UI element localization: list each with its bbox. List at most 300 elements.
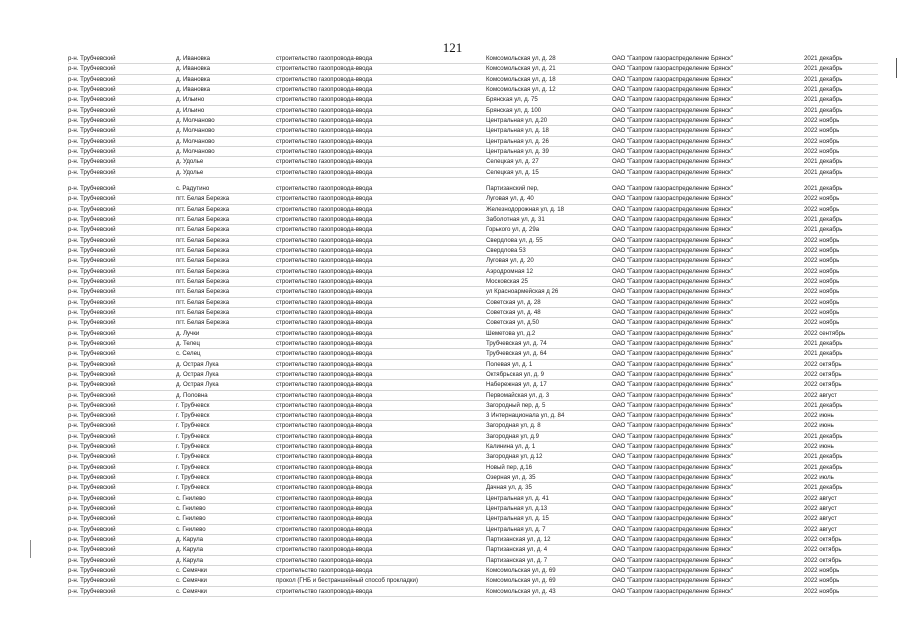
organization-cell: ОАО "Газпром газораспределение Брянск": [612, 556, 733, 564]
date-cell: 2022 ноябрь: [804, 267, 840, 275]
address-cell: Трубчевская ул, д. 64: [486, 350, 547, 358]
organization-cell: ОАО "Газпром газораспределение Брянск": [612, 127, 733, 135]
work-type-cell: строительство газопровода-ввода: [276, 65, 373, 73]
organization-cell: ОАО "Газпром газораспределение Брянск": [612, 257, 733, 265]
table-row: [68, 54, 843, 64]
district-cell: р-н. Трубчевский: [68, 515, 116, 523]
district-cell: р-н. Трубчевский: [68, 65, 116, 73]
district-cell: р-н. Трубчевский: [68, 391, 116, 399]
district-cell: р-н. Трубчевский: [68, 474, 116, 482]
work-type-cell: строительство газопровода-ввода: [276, 308, 373, 316]
organization-cell: ОАО "Газпром газораспределение Брянск": [612, 360, 733, 368]
table-row: [68, 116, 838, 126]
address-cell: Советская ул, д.50: [486, 319, 539, 327]
work-type-cell: строительство газопровода-ввода: [276, 484, 373, 492]
date-cell: 2022 ноябрь: [804, 567, 840, 575]
date-cell: 2021 декабрь: [804, 96, 843, 104]
district-cell: р-н. Трубчевский: [68, 205, 116, 213]
address-cell: Железнодорожная ул, д. 18: [486, 205, 565, 213]
work-type-cell: строительство газопровода-ввода: [276, 505, 373, 513]
district-cell: р-н. Трубчевский: [68, 329, 116, 337]
district-cell: р-н. Трубчевский: [68, 587, 116, 595]
settlement-cell: д. Ивановка: [176, 85, 211, 93]
settlement-cell: д. Острая Лука: [176, 381, 219, 389]
address-cell: Партизанский пер,: [486, 184, 539, 192]
organization-cell: ОАО "Газпром газораспределение Брянск": [612, 515, 733, 523]
date-cell: 2021 декабрь: [804, 339, 843, 347]
work-type-cell: строительство газопровода-ввода: [276, 75, 373, 83]
address-cell: Советская ул, д. 28: [486, 298, 541, 306]
table-row: [68, 64, 843, 74]
settlement-cell: д. Удолье: [176, 168, 204, 176]
date-cell: 2021 декабрь: [804, 226, 843, 234]
work-type-cell: строительство газопровода-ввода: [276, 116, 373, 124]
table-row: [68, 147, 838, 157]
settlement-cell: д. Молчаново: [176, 127, 215, 135]
work-type-cell: строительство газопровода-ввода: [276, 85, 373, 93]
settlement-cell: г. Трубчевск: [176, 463, 210, 471]
address-cell: Партизанская ул, д. 4: [486, 546, 548, 554]
district-cell: р-н. Трубчевский: [68, 257, 116, 265]
settlement-cell: пгт. Белая Березка: [176, 215, 230, 223]
work-type-cell: строительство газопровода-ввода: [276, 147, 373, 155]
table-row: [68, 95, 843, 105]
organization-cell: ОАО "Газпром газораспределение Брянск": [612, 401, 733, 409]
organization-cell: ОАО "Газпром газораспределение Брянск": [612, 567, 733, 575]
settlement-cell: д. Лучки: [176, 329, 200, 337]
date-cell: 2021 декабрь: [804, 75, 843, 83]
organization-cell: ОАО "Газпром газораспределение Брянск": [612, 536, 733, 544]
address-cell: Озерная ул, д. 35: [486, 474, 536, 482]
settlement-cell: с. Гнилево: [176, 494, 206, 502]
work-type-cell: строительство газопровода-ввода: [276, 236, 373, 244]
settlement-cell: с. Гнилево: [176, 525, 206, 533]
district-cell: р-н. Трубчевский: [68, 158, 116, 166]
table-row: [68, 463, 843, 473]
address-cell: Загородный пер, д. 5: [486, 401, 546, 409]
organization-cell: ОАО "Газпром газораспределение Брянск": [612, 168, 733, 176]
work-type-cell: строительство газопровода-ввода: [276, 474, 373, 482]
organization-cell: ОАО "Газпром газораспределение Брянск": [612, 587, 733, 595]
work-type-cell: строительство газопровода-ввода: [276, 205, 373, 213]
settlement-cell: с. Гнилево: [176, 505, 206, 513]
address-cell: Луговая ул, д. 40: [486, 195, 534, 203]
table-row: [68, 267, 838, 277]
table-row: [68, 298, 838, 308]
settlement-cell: пгт. Белая Березка: [176, 277, 230, 285]
settlement-cell: пгт. Белая Березка: [176, 226, 230, 234]
address-cell: Комсомольская ул, д. 69: [486, 577, 556, 585]
district-cell: р-н. Трубчевский: [68, 298, 116, 306]
address-cell: Калинина ул, д. 1: [486, 443, 536, 451]
work-type-cell: строительство газопровода-ввода: [276, 257, 373, 265]
settlement-cell: д. Карула: [176, 546, 204, 554]
organization-cell: ОАО "Газпром газораспределение Брянск": [612, 422, 733, 430]
organization-cell: ОАО "Газпром газораспределение Брянск": [612, 184, 733, 192]
date-cell: 2022 ноябрь: [804, 246, 840, 254]
date-cell: 2021 декабрь: [804, 55, 843, 62]
date-cell: 2022 ноябрь: [804, 577, 840, 585]
address-cell: Свердлова 53: [486, 246, 526, 254]
work-type-cell: строительство газопровода-ввода: [276, 267, 373, 275]
address-cell: Селецкая ул, д. 15: [486, 168, 539, 176]
work-type-cell: строительство газопровода-ввода: [276, 536, 373, 544]
work-type-cell: строительство газопровода-ввода: [276, 432, 373, 440]
organization-cell: ОАО "Газпром газораспределение Брянск": [612, 577, 733, 585]
date-cell: 2021 декабрь: [804, 184, 843, 192]
address-cell: Центральная ул, д. 7: [486, 525, 546, 533]
district-cell: р-н. Трубчевский: [68, 422, 116, 430]
organization-cell: ОАО "Газпром газораспределение Брянск": [612, 246, 733, 254]
table-row: [68, 126, 838, 136]
settlement-cell: д. Ильино: [176, 96, 205, 104]
settlement-cell: д. Молчаново: [176, 147, 215, 155]
district-cell: р-н. Трубчевский: [68, 463, 116, 471]
address-cell: Комсомольская ул, д. 21: [486, 65, 556, 73]
district-cell: р-н. Трубчевский: [68, 525, 116, 533]
district-cell: р-н. Трубчевский: [68, 494, 116, 502]
table-row: [68, 287, 838, 297]
district-cell: р-н. Трубчевский: [68, 401, 116, 409]
organization-cell: ОАО "Газпром газораспределение Брянск": [612, 236, 733, 244]
settlement-cell: пгт. Белая Березка: [176, 319, 230, 327]
date-cell: 2022 ноябрь: [804, 308, 840, 316]
settlement-cell: д. Молчаново: [176, 137, 215, 145]
settlement-cell: с. Селец: [176, 350, 201, 358]
table-row: [68, 432, 843, 442]
address-cell: Загородная ул, д.9: [486, 432, 539, 440]
table-row: [68, 184, 843, 194]
settlement-cell: пгт. Белая Березка: [176, 257, 230, 265]
organization-cell: ОАО "Газпром газораспределение Брянск": [612, 226, 733, 234]
table-row: [68, 236, 838, 246]
work-type-cell: строительство газопровода-ввода: [276, 298, 373, 306]
edge-mark: [896, 58, 897, 78]
address-cell: Партизанская ул, д. 7: [486, 556, 548, 564]
settlement-cell: д. Молчаново: [176, 116, 215, 124]
date-cell: 2022 август: [804, 494, 837, 502]
table-row: [68, 360, 842, 370]
date-cell: 2022 август: [804, 391, 837, 399]
district-cell: р-н. Трубчевский: [68, 137, 116, 145]
address-cell: Октябрьская ул, д. 9: [486, 370, 545, 378]
row-divider: [68, 177, 878, 178]
table-row: [68, 205, 838, 215]
district-cell: р-н. Трубчевский: [68, 226, 116, 234]
address-cell: Дачная ул, д. 35: [486, 484, 532, 492]
table-row: [68, 566, 838, 576]
organization-cell: ОАО "Газпром газораспределение Брянск": [612, 158, 733, 166]
organization-cell: ОАО "Газпром газораспределение Брянск": [612, 432, 733, 440]
district-cell: р-н. Трубчевский: [68, 412, 116, 420]
work-type-cell: строительство газопровода-ввода: [276, 246, 373, 254]
settlement-cell: д. Ивановка: [176, 55, 211, 62]
date-cell: 2021 декабрь: [804, 106, 843, 114]
settlement-cell: пгт. Белая Березка: [176, 236, 230, 244]
organization-cell: ОАО "Газпром газораспределение Брянск": [612, 463, 733, 471]
district-cell: р-н. Трубчевский: [68, 360, 116, 368]
work-type-cell: строительство газопровода-ввода: [276, 556, 373, 564]
work-type-cell: строительство газопровода-ввода: [276, 319, 373, 327]
work-type-cell: строительство газопровода-ввода: [276, 329, 373, 337]
work-type-cell: строительство газопровода-ввода: [276, 587, 373, 595]
organization-cell: ОАО "Газпром газораспределение Брянск": [612, 350, 733, 358]
settlement-cell: д. Острая Лука: [176, 370, 219, 378]
organization-cell: ОАО "Газпром газораспределение Брянск": [612, 329, 733, 337]
district-cell: р-н. Трубчевский: [68, 339, 116, 347]
date-cell: 2021 декабрь: [804, 401, 843, 409]
organization-cell: ОАО "Газпром газораспределение Брянск": [612, 319, 733, 327]
work-type-cell: строительство газопровода-ввода: [276, 443, 373, 451]
table-row: [68, 411, 838, 421]
work-type-cell: прокол (ГНБ и бестраншейный способ прокладки): [276, 577, 418, 585]
address-cell: Луговая ул, д. 20: [486, 257, 534, 265]
date-cell: 2022 ноябрь: [804, 257, 840, 265]
organization-cell: ОАО "Газпром газораспределение Брянск": [612, 137, 733, 145]
district-cell: р-н. Трубчевский: [68, 85, 116, 93]
settlement-cell: с. Радутино: [176, 184, 210, 192]
organization-cell: ОАО "Газпром газораспределение Брянск": [612, 267, 733, 275]
address-cell: Центральная ул, д. 18: [486, 127, 549, 135]
address-cell: Трубчевская ул, д. 74: [486, 339, 547, 347]
district-cell: р-н. Трубчевский: [68, 567, 116, 575]
settlement-cell: д. Карула: [176, 536, 204, 544]
date-cell: 2022 август: [804, 505, 837, 513]
address-cell: Комсомольская ул, д. 12: [486, 85, 556, 93]
table-row: [68, 391, 838, 401]
district-cell: р-н. Трубчевский: [68, 288, 116, 296]
organization-cell: ОАО "Газпром газораспределение Брянск": [612, 484, 733, 492]
date-cell: 2021 декабрь: [804, 65, 843, 73]
work-type-cell: строительство газопровода-ввода: [276, 288, 373, 296]
date-cell: 2021 декабрь: [804, 215, 843, 223]
settlement-cell: д. Удолье: [176, 158, 204, 166]
organization-cell: ОАО "Газпром газораспределение Брянск": [612, 443, 733, 451]
table-row: [68, 401, 843, 411]
date-cell: 2022 август: [804, 515, 837, 523]
district-cell: р-н. Трубчевский: [68, 546, 116, 554]
settlement-cell: с. Семячки: [176, 567, 207, 575]
work-type-cell: строительство газопровода-ввода: [276, 350, 373, 358]
gas-works-table: [68, 54, 846, 597]
work-type-cell: строительство газопровода-ввода: [276, 412, 373, 420]
address-cell: Центральная ул, д.20: [486, 116, 548, 124]
work-type-cell: строительство газопровода-ввода: [276, 381, 373, 389]
settlement-cell: д. Ильино: [176, 106, 205, 114]
settlement-cell: пгт. Белая Березка: [176, 288, 230, 296]
address-cell: Центральная ул, д. 26: [486, 137, 549, 145]
table-row: [68, 194, 838, 204]
date-cell: 2022 ноябрь: [804, 137, 840, 145]
date-cell: 2022 октябрь: [804, 360, 842, 368]
address-cell: Комсомольская ул, д. 43: [486, 587, 556, 595]
organization-cell: ОАО "Газпром газораспределение Брянск": [612, 494, 733, 502]
organization-cell: ОАО "Газпром газораспределение Брянск": [612, 474, 733, 482]
district-cell: р-н. Трубчевский: [68, 277, 116, 285]
settlement-cell: д. Острая Лука: [176, 360, 219, 368]
settlement-cell: г. Трубчевск: [176, 432, 210, 440]
table-row: [68, 576, 838, 586]
organization-cell: ОАО "Газпром газораспределение Брянск": [612, 55, 733, 62]
table-row: [68, 370, 842, 380]
organization-cell: ОАО "Газпром газораспределение Брянск": [612, 525, 733, 533]
work-type-cell: строительство газопровода-ввода: [276, 370, 373, 378]
table-row: [68, 421, 838, 431]
district-cell: р-н. Трубчевский: [68, 168, 116, 176]
settlement-cell: г. Трубчевск: [176, 474, 210, 482]
address-cell: Комсомольская ул, д. 18: [486, 75, 556, 83]
table-row: [68, 525, 838, 535]
settlement-cell: г. Трубчевск: [176, 412, 210, 420]
work-type-cell: строительство газопровода-ввода: [276, 494, 373, 502]
date-cell: 2021 декабрь: [804, 453, 843, 461]
date-cell: 2021 декабрь: [804, 158, 843, 166]
work-type-cell: строительство газопровода-ввода: [276, 168, 373, 176]
organization-cell: ОАО "Газпром газораспределение Брянск": [612, 96, 733, 104]
address-cell: 3 Интернационала ул, д. 84: [486, 412, 565, 420]
date-cell: 2021 декабрь: [804, 463, 843, 471]
organization-cell: ОАО "Газпром газораспределение Брянск": [612, 391, 733, 399]
settlement-cell: пгт. Белая Березка: [176, 246, 230, 254]
work-type-cell: строительство газопровода-ввода: [276, 277, 373, 285]
address-cell: Партизанская ул, д. 12: [486, 536, 551, 544]
table-row: [68, 137, 838, 147]
settlement-cell: г. Трубчевск: [176, 484, 210, 492]
address-cell: Новый пер, д.16: [486, 463, 532, 471]
date-cell: 2022 ноябрь: [804, 205, 840, 213]
district-cell: р-н. Трубчевский: [68, 106, 116, 114]
organization-cell: ОАО "Газпром газораспределение Брянск": [612, 116, 733, 124]
work-type-cell: строительство газопровода-ввода: [276, 422, 373, 430]
settlement-cell: с. Гнилево: [176, 515, 206, 523]
district-cell: р-н. Трубчевский: [68, 267, 116, 275]
settlement-cell: д. Половна: [176, 391, 208, 399]
settlement-cell: г. Трубчевск: [176, 443, 210, 451]
work-type-cell: строительство газопровода-ввода: [276, 463, 373, 471]
district-cell: р-н. Трубчевский: [68, 308, 116, 316]
table-row: [68, 380, 842, 390]
table-row: [68, 535, 842, 545]
work-type-cell: строительство газопровода-ввода: [276, 55, 373, 62]
date-cell: 2022 октябрь: [804, 381, 842, 389]
date-cell: 2021 декабрь: [804, 85, 843, 93]
settlement-cell: пгт. Белая Березка: [176, 205, 230, 213]
organization-cell: ОАО "Газпром газораспределение Брянск": [612, 412, 733, 420]
address-cell: Московская 25: [486, 277, 528, 285]
table-row: [68, 225, 843, 235]
district-cell: р-н. Трубчевский: [68, 236, 116, 244]
date-cell: 2022 август: [804, 525, 837, 533]
address-cell: ул Красноармейская д 26: [486, 288, 559, 296]
table-row: [68, 157, 843, 167]
district-cell: р-н. Трубчевский: [68, 127, 116, 135]
table-row: [68, 215, 843, 225]
address-cell: Центральная ул, д. 41: [486, 494, 549, 502]
district-cell: р-н. Трубчевский: [68, 556, 116, 564]
work-type-cell: строительство газопровода-ввода: [276, 401, 373, 409]
table-row: [68, 75, 843, 85]
address-cell: Шеметова ул, д.2: [486, 329, 536, 337]
settlement-cell: д. Ивановка: [176, 75, 211, 83]
table-row: [68, 349, 843, 359]
organization-cell: ОАО "Газпром газораспределение Брянск": [612, 546, 733, 554]
address-cell: Заболотная ул, д. 31: [486, 215, 545, 223]
district-cell: р-н. Трубчевский: [68, 147, 116, 155]
table-row: [68, 246, 838, 256]
table-row: [68, 483, 843, 493]
settlement-cell: д. Карула: [176, 556, 204, 564]
table-row: [68, 277, 838, 287]
work-type-cell: строительство газопровода-ввода: [276, 360, 373, 368]
table-row: [68, 168, 843, 178]
organization-cell: ОАО "Газпром газораспределение Брянск": [612, 277, 733, 285]
district-cell: р-н. Трубчевский: [68, 96, 116, 104]
date-cell: 2022 июль: [804, 474, 834, 482]
table-row: [68, 329, 846, 339]
work-type-cell: строительство газопровода-ввода: [276, 96, 373, 104]
organization-cell: ОАО "Газпром газораспределение Брянск": [612, 195, 733, 203]
work-type-cell: строительство газопровода-ввода: [276, 195, 373, 203]
table-row: [68, 106, 843, 116]
date-cell: 2022 ноябрь: [804, 195, 840, 203]
district-cell: р-н. Трубчевский: [68, 443, 116, 451]
date-cell: 2022 июнь: [804, 422, 834, 430]
work-type-cell: строительство газопровода-ввода: [276, 453, 373, 461]
settlement-cell: пгт. Белая Березка: [176, 308, 230, 316]
work-type-cell: строительство газопровода-ввода: [276, 339, 373, 347]
date-cell: 2021 декабрь: [804, 168, 843, 176]
date-cell: 2021 декабрь: [804, 350, 843, 358]
work-type-cell: строительство газопровода-ввода: [276, 391, 373, 399]
date-cell: 2022 ноябрь: [804, 319, 840, 327]
date-cell: 2022 октябрь: [804, 546, 842, 554]
district-cell: р-н. Трубчевский: [68, 484, 116, 492]
district-cell: р-н. Трубчевский: [68, 184, 116, 192]
district-cell: р-н. Трубчевский: [68, 319, 116, 327]
date-cell: 2022 ноябрь: [804, 288, 840, 296]
table-row: [68, 308, 838, 318]
address-cell: Брянская ул, д. 100: [486, 106, 542, 114]
district-cell: р-н. Трубчевский: [68, 381, 116, 389]
date-cell: 2022 октябрь: [804, 370, 842, 378]
settlement-cell: г. Трубчевск: [176, 422, 210, 430]
organization-cell: ОАО "Газпром газораспределение Брянск": [612, 147, 733, 155]
table-row: [68, 514, 838, 524]
address-cell: Центральная ул, д. 39: [486, 147, 549, 155]
settlement-cell: пгт. Белая Березка: [176, 267, 230, 275]
table-row: [68, 587, 838, 597]
district-cell: р-н. Трубчевский: [68, 55, 116, 62]
work-type-cell: строительство газопровода-ввода: [276, 158, 373, 166]
address-cell: Селецкая ул, д. 27: [486, 158, 539, 166]
work-type-cell: строительство газопровода-ввода: [276, 546, 373, 554]
table-row: [68, 556, 842, 566]
table-row: [68, 442, 838, 452]
work-type-cell: строительство газопровода-ввода: [276, 515, 373, 523]
district-cell: р-н. Трубчевский: [68, 195, 116, 203]
date-cell: 2022 июнь: [804, 443, 834, 451]
address-cell: Свердлова ул, д. 55: [486, 236, 543, 244]
organization-cell: ОАО "Газпром газораспределение Брянск": [612, 65, 733, 73]
date-cell: 2022 октябрь: [804, 556, 842, 564]
table-row: [68, 545, 842, 555]
organization-cell: ОАО "Газпром газораспределение Брянск": [612, 339, 733, 347]
row-divider: [68, 596, 878, 597]
date-cell: 2022 ноябрь: [804, 127, 840, 135]
address-cell: Набережная ул, д. 17: [486, 381, 547, 389]
table-row: [68, 256, 838, 266]
settlement-cell: д. Ивановка: [176, 65, 211, 73]
